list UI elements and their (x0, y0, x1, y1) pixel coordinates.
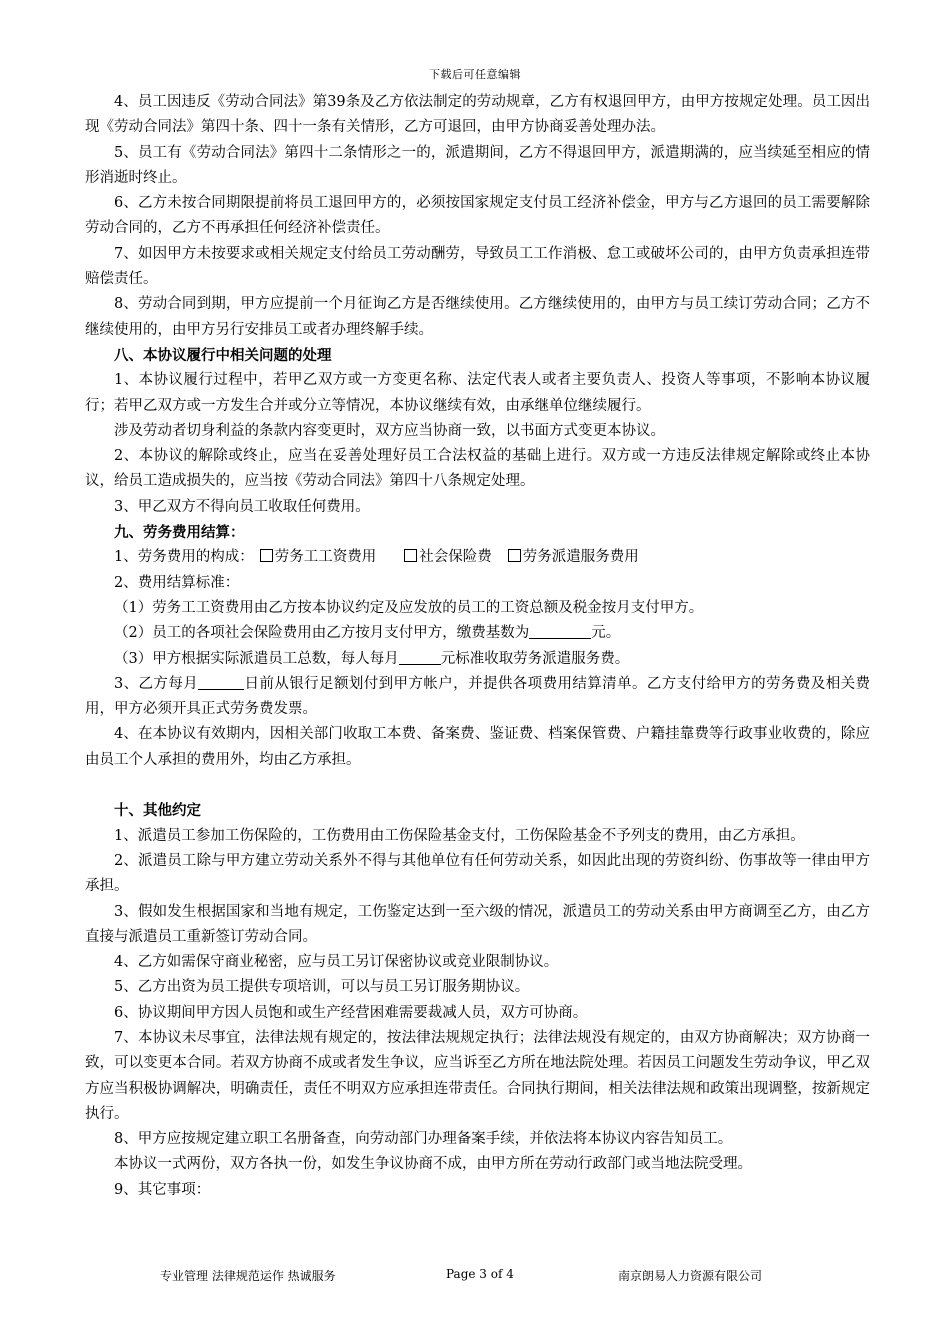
paragraph: 4、在本协议有效期内，因相关部门收取工本费、备案费、鉴证费、档案保管费、户籍挂靠费等行政事业收费的，除应由员工个人承担的费用外，均由乙方承担。 (85, 726, 870, 768)
paragraph (85, 672, 870, 723)
text-segment: 元。 (591, 625, 621, 642)
option-label: 劳务派遣服务费用 (522, 549, 639, 566)
text-segment: 元标准收取劳务派遣服务费。 (440, 650, 630, 667)
composition-label: 1、劳务费用的构成： (114, 549, 254, 566)
paragraph: 5、员工有《劳动合同法》第四十二条情形之一的，派遣期间，乙方不得退回甲方，派遣期满的，应当续延至相应的情形消逝时终止。 (85, 144, 870, 186)
document-body (85, 90, 870, 1203)
option-label: 劳务工工资费用 (274, 549, 377, 566)
paragraph: （1）劳务工工资费用由乙方按本协议约定及应发放的员工的工资总额及税金按月支付甲方。 (114, 599, 704, 616)
paragraph: 1、派遣员工参加工伤保险的，工伤费用由工伤保险基金支付，工伤保险基金不予列支的费用，由乙方承担。 (114, 827, 805, 844)
paragraph: 5、乙方出资为员工提供专项培训，可以与员工另订服务期协议。 (114, 979, 530, 996)
paragraph: 7、如因甲方未按要求或相关规定支付给员工劳动酬劳，导致员工工作消极、怠工或破坏公司的，由甲方负责承担连带赔偿责任。 (85, 245, 870, 288)
paragraph: 4、员工因违反《劳动合同法》第39条及乙方依法制定的劳动规章，乙方有权退回甲方，由甲方按规定处理。员工因出现《劳动合同法》第四十条、四十一条有关情形，乙方可退回，由甲方协商妥善处理办法。 (85, 94, 870, 136)
blank-fill-contribution-base[interactable] (529, 622, 591, 639)
page-number: Page 3 of 4 (446, 1267, 514, 1281)
paragraph: 涉及劳动者切身利益的条款内容变更时，双方应当协商一致，以书面方式变更本协议。 (114, 422, 665, 439)
footer-slogan: 专业管理 法律规范运作 热诚服务 (160, 1269, 336, 1283)
paragraph: 9、其它事项： (114, 1181, 211, 1198)
text-segment: （2）员工的各项社会保险费用由乙方按月支付甲方，缴费基数为 (114, 625, 530, 642)
blank-fill-service-fee[interactable] (399, 648, 441, 665)
checkbox-wage[interactable] (260, 549, 273, 562)
text-segment: 3、乙方每月 (114, 675, 199, 692)
page-header: 下载后可任意编辑 (429, 68, 521, 81)
blank-fill-payment-day[interactable] (198, 673, 244, 690)
section-heading-10: 十、其他约定 (114, 802, 201, 820)
paragraph: 8、甲方应按规定建立职工名册备查，向劳动部门办理备案手续，并依法将本协议内容告知员工。 (114, 1131, 733, 1148)
section-heading-9: 九、劳务费用结算： (114, 524, 245, 542)
checkbox-service-fee[interactable] (508, 549, 521, 562)
paragraph (85, 647, 870, 672)
option-label: 社会保险费 (419, 549, 492, 566)
paragraph: 2、派遣员工除与甲方建立劳动关系外不得与其他单位有任何劳动关系，如因此出现的劳资纠纷、伤事故等一律由甲方承担。 (85, 852, 870, 895)
spacer (85, 773, 870, 798)
paragraph: 3、甲乙双方不得向员工收取任何费用。 (114, 498, 370, 515)
paragraph: 2、本协议的解除或终止，应当在妥善处理好员工合法权益的基础上进行。双方或一方违反法律规定解除或终止本协议，给员工造成损失的，应当按《劳动合同法》第四十八条规定处理。 (85, 448, 870, 490)
section-heading-8: 八、本协议履行中相关问题的处理 (114, 346, 332, 364)
paragraph (85, 621, 870, 646)
footer-company: 南京朗易人力资源有限公司 (618, 1269, 763, 1283)
paragraph: 本协议一式两份，双方各执一份，如发生争议协商不成，由甲方所在劳动行政部门或当地法院受理。 (114, 1156, 752, 1173)
text-segment: （3）甲方根据实际派遣员工总数，每人每月 (114, 650, 399, 667)
paragraph: 8、劳动合同到期，甲方应提前一个月征询乙方是否继续使用。乙方继续使用的，由甲方与员工续订劳动合同；乙方不继续使用的，由甲方另行安排员工或者办理终解手续。 (85, 296, 870, 338)
text-segment: 日前从银行足额划付到甲方帐户，并提供各项费用结算清单。乙方支付给甲方的劳务费及相关费用，甲方必须开具正式劳务费发票。 (85, 675, 870, 718)
checkbox-social-insurance[interactable] (404, 549, 417, 562)
paragraph: 1、本协议履行过程中，若甲乙双方或一方变更名称、法定代表人或者主要负责人、投资人等事项，不影响本协议履行；若甲乙双方或一方发生合并或分立等情况，本协议继续有效，由承继单位继续履行。 (85, 372, 870, 414)
paragraph: 4、乙方如需保守商业秘密，应与员工另订保密协议或竞业限制协议。 (114, 954, 559, 971)
fee-composition-line (85, 545, 870, 570)
paragraph: 3、假如发生根据国家和当地有规定，工伤鉴定达到一至六级的情况，派遣员工的劳动关系由甲方商调至乙方，由乙方直接与派遣员工重新签订劳动合同。 (85, 903, 870, 945)
paragraph: 7、本协议未尽事宜，法律法规有规定的，按法律法规规定执行；法律法规没有规定的，由双方协商解决；双方协商一致，可以变更本合同。若双方协商不成或者发生争议，应当诉至乙方所在地法院处理。若因员工问题发生劳动争议，甲乙双方应当积极协调解决，明确责任，责任不明双方应承担连带责任。合同执行期间，相关法律法规和政策出现调整，按新规定执行。 (85, 1029, 870, 1122)
paragraph: 6、乙方未按合同期限提前将员工退回甲方的，必须按国家规定支付员工经济补偿金，甲方与乙方退回的员工需要解除劳动合同的，乙方不再承担任何经济补偿责任。 (85, 195, 870, 237)
paragraph: 2、费用结算标准： (114, 574, 240, 591)
paragraph: 6、协议期间甲方因人员饱和或生产经营困难需要裁减人员，双方可协商。 (114, 1004, 588, 1021)
